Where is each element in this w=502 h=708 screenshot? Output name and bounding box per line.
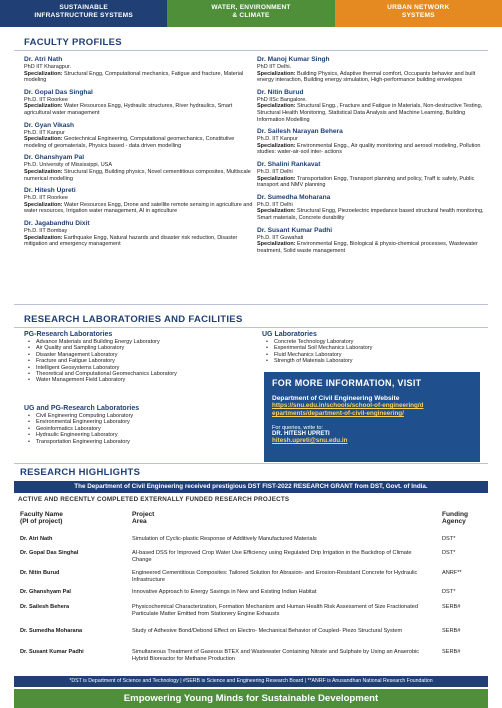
- faculty-card: [24, 220, 255, 248]
- header-agency: [442, 511, 468, 526]
- project-title: Simultaneous Treatment of Gaseous BTEX and Wastewater Containing Nitrate and Sulphate by Using an Anaerobic Hybrid Bioreactor for Methane Production: [132, 649, 420, 662]
- contact-person: DR. HITESH UPRETI: [272, 431, 330, 437]
- specialization-label: Specialization:: [257, 70, 296, 77]
- faculty-qualification: Ph.D. University of Mississippi, USA: [24, 162, 113, 169]
- faculty-name: Dr. Sumedha Moharana: [257, 193, 331, 201]
- project-agency: SERB#: [442, 649, 461, 655]
- faculty-specialization: [257, 208, 488, 221]
- specialization-text: Geotechnical Engineering, Computational geomechanics, Constitutive modeling of geomaterials, Physics based - data driven modelling: [24, 136, 235, 149]
- specialization-text: Structural Engg, Piezoelectric impedance based structural health monitoring, Smart materials, Concrete durability: [257, 208, 484, 221]
- faculty-qualification: Ph.D. IIT Kanpur: [257, 136, 298, 143]
- specialization-text: Water Resources Engg, Drone and satellite remote sensing in agriculture and water resources, Irrigation water management, AI in agriculture: [24, 201, 253, 215]
- project-title: Innovative Approach to Energy Savings in New and Existing Indian Habitat: [132, 589, 317, 595]
- faculty-qualification: Ph.D. IIT Guwahati: [257, 234, 304, 241]
- category-sustainable-infrastructure: [0, 0, 167, 27]
- faculty-specialization: [257, 241, 488, 254]
- project-faculty: Dr. Ghanshyam Pal: [20, 589, 71, 595]
- top-category-bar: [0, 0, 502, 27]
- specialization-label: Specialization:: [257, 142, 296, 149]
- faculty-qualification: Ph.D. IIT Delhi: [257, 168, 293, 175]
- lab-item: • Strength of Materials Laboratory: [262, 358, 482, 364]
- header-project-line: Project: [132, 511, 155, 518]
- project-agency: SERB#: [442, 604, 461, 610]
- faculty-name: Dr. Jagabandhu Dixit: [24, 219, 90, 227]
- faculty-name: Dr. Ghanshyam Pal: [24, 154, 85, 162]
- faculty-qualification: PhD IISc Bangalore.: [257, 96, 307, 103]
- specialization-text: Structural Engg, Building physics, Novel cementitious composites, Multiscale numerical modelling: [24, 168, 251, 182]
- project-title: Simulation of Cyclic-plastic Response of Additively Manufactured Materials: [132, 536, 317, 542]
- project-row: [14, 603, 488, 621]
- project-faculty: Dr. Gopal Das Singhal: [20, 550, 79, 556]
- specialization-label: Specialization:: [24, 70, 63, 77]
- faculty-specialization: [24, 103, 255, 116]
- ugpg-labs-block: [24, 405, 256, 445]
- project-faculty: Dr. Sailesh Behera: [20, 604, 70, 610]
- ug-labs-block: [262, 331, 482, 365]
- faculty-card: [257, 161, 488, 189]
- faculty-name: Dr. Gopal Das Singhal: [24, 88, 93, 96]
- faculty-specialization: [24, 136, 255, 149]
- faculty-column-right: [257, 56, 488, 259]
- lab-item: • Fluid Mechanics Laboratory: [262, 352, 482, 358]
- project-faculty: Dr. Susant Kumar Padhi: [20, 649, 84, 655]
- faculty-qualification: Ph.D. IIT Bombay: [24, 227, 68, 234]
- specialization-label: Specialization:: [257, 208, 296, 215]
- category-urban-network: [335, 0, 502, 27]
- specialization-label: Specialization:: [24, 103, 63, 110]
- lab-item: • Civil Engineering Computing Laboratory: [24, 413, 256, 419]
- lab-item: • Concrete Technology Laboratory: [262, 339, 482, 345]
- category-line: WATER, ENVIRONMENT: [211, 4, 291, 11]
- faculty-card: [24, 122, 255, 150]
- pg-labs-list: [24, 339, 256, 384]
- project-agency: ANRF**: [442, 570, 462, 576]
- specialization-label: Specialization:: [24, 168, 63, 175]
- header-agency-line: Agency: [442, 518, 466, 526]
- dst-fist-banner: The Department of Civil Engineering received prestigious DST FIST-2022 RESEARCH GRANT from DST, Govt. of India.: [14, 481, 488, 493]
- specialization-text: Environmental Engg., Air quality monitoring and aerosol modeling, Pollution studies: water-air-soil inter- actions: [257, 142, 481, 156]
- faculty-name: Dr. Gyan Vikash: [24, 121, 75, 129]
- category-line: INFRASTRUCTURE SYSTEMS: [34, 12, 133, 19]
- project-agency: DST*: [442, 550, 456, 556]
- divider: [14, 327, 488, 328]
- projects-subheading: ACTIVE AND RECENTLY COMPLETED EXTERNALLY FUNDED RESEARCH PROJECTS: [18, 496, 290, 503]
- category-line: SUSTAINABLE: [59, 4, 108, 11]
- more-info-box: [264, 372, 480, 462]
- faculty-name: Dr. Manoj Kumar Singh: [257, 56, 330, 63]
- lab-item: • Geoinformatics Laboratory: [24, 426, 256, 432]
- faculty-specialization: [24, 169, 255, 182]
- project-row: [14, 648, 488, 666]
- pg-labs-title: PG-Research Laboratories: [24, 331, 113, 338]
- faculty-specialization: [257, 71, 488, 84]
- lab-item: • Experimental Soil Mechanics Laboratory: [262, 345, 482, 351]
- project-title: Physicochemical Characterization, Formation Mechanism and Human Health Risk Assessment of Size Fractionated Particulate Matter Emitted from Stationery Engine Exhausts: [132, 604, 419, 617]
- faculty-specialization: [24, 71, 255, 84]
- dept-website-link[interactable]: https://snu.edu.in/schools/school-of-engineering/d: [272, 402, 424, 409]
- ug-labs-list: [262, 339, 482, 365]
- dept-website-link-cont[interactable]: epartments/department-of-civil-engineering/: [272, 410, 404, 417]
- specialization-label: Specialization:: [24, 234, 63, 241]
- projects-table-header: [14, 508, 488, 528]
- lab-item: • Water Management Field Laboratory: [24, 377, 256, 383]
- faculty-card: [257, 227, 488, 255]
- project-row: [14, 549, 488, 567]
- tagline-banner: Empowering Young Minds for Sustainable Development: [14, 689, 488, 708]
- project-row: [14, 627, 488, 645]
- project-agency: DST*: [442, 536, 456, 542]
- lab-item: • Environmental Engineering Laboratory: [24, 419, 256, 425]
- header-project: [132, 511, 154, 526]
- dept-website-label: Department of Civil Engineering Website: [272, 395, 400, 402]
- faculty-profiles-title: FACULTY PROFILES: [24, 37, 122, 48]
- category-line: & CLIMATE: [232, 12, 270, 19]
- lab-item: • Advance Materials and Building Energy Laboratory: [24, 339, 256, 345]
- project-title: Study of Adhesive Bond/Debond Effect on Electro- Mechanical Behavior of Coupled- Piezo Structural System: [132, 628, 403, 634]
- faculty-card: [24, 89, 255, 117]
- specialization-text: Water Resources Engg, Hydraulic structures, River hydraulics, Smart agricultural water management: [24, 103, 233, 116]
- lab-item: • Transportation Engineering Laboratory: [24, 439, 256, 445]
- divider: [14, 463, 488, 464]
- project-faculty: Dr. Nitin Burud: [20, 570, 60, 576]
- lab-item: • Theoretical and Computational Geomechanics Laboratory: [24, 371, 256, 377]
- faculty-specialization: [257, 176, 488, 189]
- faculty-specialization: [257, 103, 488, 123]
- faculty-qualification: Ph.D. IIT Roorkee: [24, 195, 68, 202]
- pg-labs-block: [24, 331, 256, 384]
- category-line: URBAN NETWORK: [387, 4, 450, 11]
- faculty-card: [257, 194, 488, 222]
- specialization-text: Earthquake Engg, Natural hazards and disaster risk reduction, Disaster mitigation and emergency management: [24, 234, 238, 248]
- research-highlights-title: RESEARCH HIGHLIGHTS: [20, 467, 141, 478]
- specialization-text: Structural Engg, Computational mechanics, Fatigue and fracture, Material modeling: [24, 70, 244, 84]
- project-row: [14, 569, 488, 587]
- divider: [14, 50, 488, 51]
- specialization-label: Specialization:: [24, 136, 63, 143]
- specialization-label: Specialization:: [257, 103, 296, 110]
- lab-item: • Fracture and Fatigue Laboratory: [24, 358, 256, 364]
- faculty-name: Dr. Susant Kumar Padhi: [257, 226, 333, 234]
- project-agency: DST*: [442, 589, 456, 595]
- project-faculty: Dr. Atri Nath: [20, 536, 53, 542]
- header-faculty-line: (PI of project): [20, 518, 63, 526]
- header-faculty: [20, 511, 63, 526]
- faculty-name: Dr. Nitin Burud: [257, 88, 304, 96]
- faculty-name: Dr. Atri Nath: [24, 56, 63, 63]
- faculty-specialization: [257, 143, 488, 156]
- queries-label: For queries, write to:: [272, 425, 323, 431]
- project-faculty: Dr. Sumedha Moharana: [20, 628, 83, 634]
- lab-item: • Intelligent Geosystems Laboratory: [24, 365, 256, 371]
- faculty-qualification: PhD IIT Delhi.: [257, 64, 292, 70]
- faculty-card: [257, 56, 488, 84]
- abbreviations-footnote: *DST is Department of Science and Technology | #SERB is Science and Engineering Research Board | **ANRF is Anusandhan National Research Foundation: [14, 676, 488, 687]
- faculty-name: Dr. Shalini Rankavat: [257, 160, 321, 168]
- lab-item: • Hydraulic Engineering Laboratory: [24, 432, 256, 438]
- header-faculty-line: Faculty Name: [20, 511, 63, 518]
- header-agency-line: Funding: [442, 511, 468, 518]
- lab-item: • Disaster Management Laboratory: [24, 352, 256, 358]
- faculty-grid: [24, 56, 488, 259]
- faculty-qualification: PhD IIT Kharagpur.: [24, 64, 71, 70]
- faculty-qualification: Ph.D. IIT Roorkee: [24, 96, 68, 103]
- faculty-card: [257, 128, 488, 156]
- ug-labs-title: UG Laboratories: [262, 331, 317, 338]
- project-title: Engineered Cementitious Composites: Tailored Solution for Abrasion- and Erosion-Resistant Concrete for Hydraulic Infrastructure: [132, 570, 418, 583]
- specialization-text: Environmental Engg, Biological & physio-chemical processes, Wastewater treatment, Solid waste management: [257, 241, 478, 254]
- faculty-column-left: [24, 56, 255, 259]
- category-water-environment: [167, 0, 334, 27]
- faculty-qualification: Ph.D. IIT Kanpur: [24, 129, 65, 136]
- research-labs-title: RESEARCH LABORATORIES AND FACILITIES: [24, 314, 243, 325]
- divider: [14, 304, 488, 305]
- faculty-specialization: [24, 235, 255, 248]
- faculty-card: [24, 56, 255, 84]
- faculty-name: Dr. Hitesh Upreti: [24, 187, 76, 195]
- specialization-label: Specialization:: [257, 175, 296, 182]
- faculty-qualification: Ph.D. IIT Delhi: [257, 201, 293, 208]
- specialization-text: Structural Engg., Fracture and Fatigue in Materials, Non-destructive Testing, Structural Health Monitoring, Statistical Data Analysis and Machine Learning, Building Information Modelling: [257, 103, 483, 123]
- lab-item: • Air Quality and Sampling Laboratory: [24, 345, 256, 351]
- specialization-label: Specialization:: [257, 241, 296, 248]
- faculty-specialization: [24, 202, 255, 215]
- more-info-heading: FOR MORE INFORMATION, VISIT: [272, 378, 422, 388]
- ugpg-labs-list: [24, 413, 256, 445]
- faculty-card: [257, 89, 488, 123]
- specialization-label: Specialization:: [24, 201, 63, 208]
- contact-email-link[interactable]: hitesh.upreti@snu.edu.in: [272, 437, 348, 444]
- ugpg-labs-title: UG and PG-Research Laboratories: [24, 405, 140, 412]
- specialization-text: Transportation Engg, Transport planning and policy, Traff ic safety, Public transport and NMV planning: [257, 175, 475, 189]
- category-line: SYSTEMS: [401, 12, 435, 19]
- project-title: AI-based DSS for Improved Crop Water Use Efficiency using Regulated Drip Irrigation in the Backdrop of Climate Change: [132, 550, 412, 563]
- specialization-text: Building Physics, Adaptive thermal comfort, Occupants behavior and built energy interaction, Building energy simulation, High-performance building envelopes: [257, 70, 476, 84]
- faculty-name: Dr. Sailesh Narayan Behera: [257, 128, 343, 136]
- faculty-card: [24, 154, 255, 182]
- header-project-line: Area: [132, 518, 147, 526]
- project-agency: SERB#: [442, 628, 461, 634]
- faculty-card: [24, 187, 255, 215]
